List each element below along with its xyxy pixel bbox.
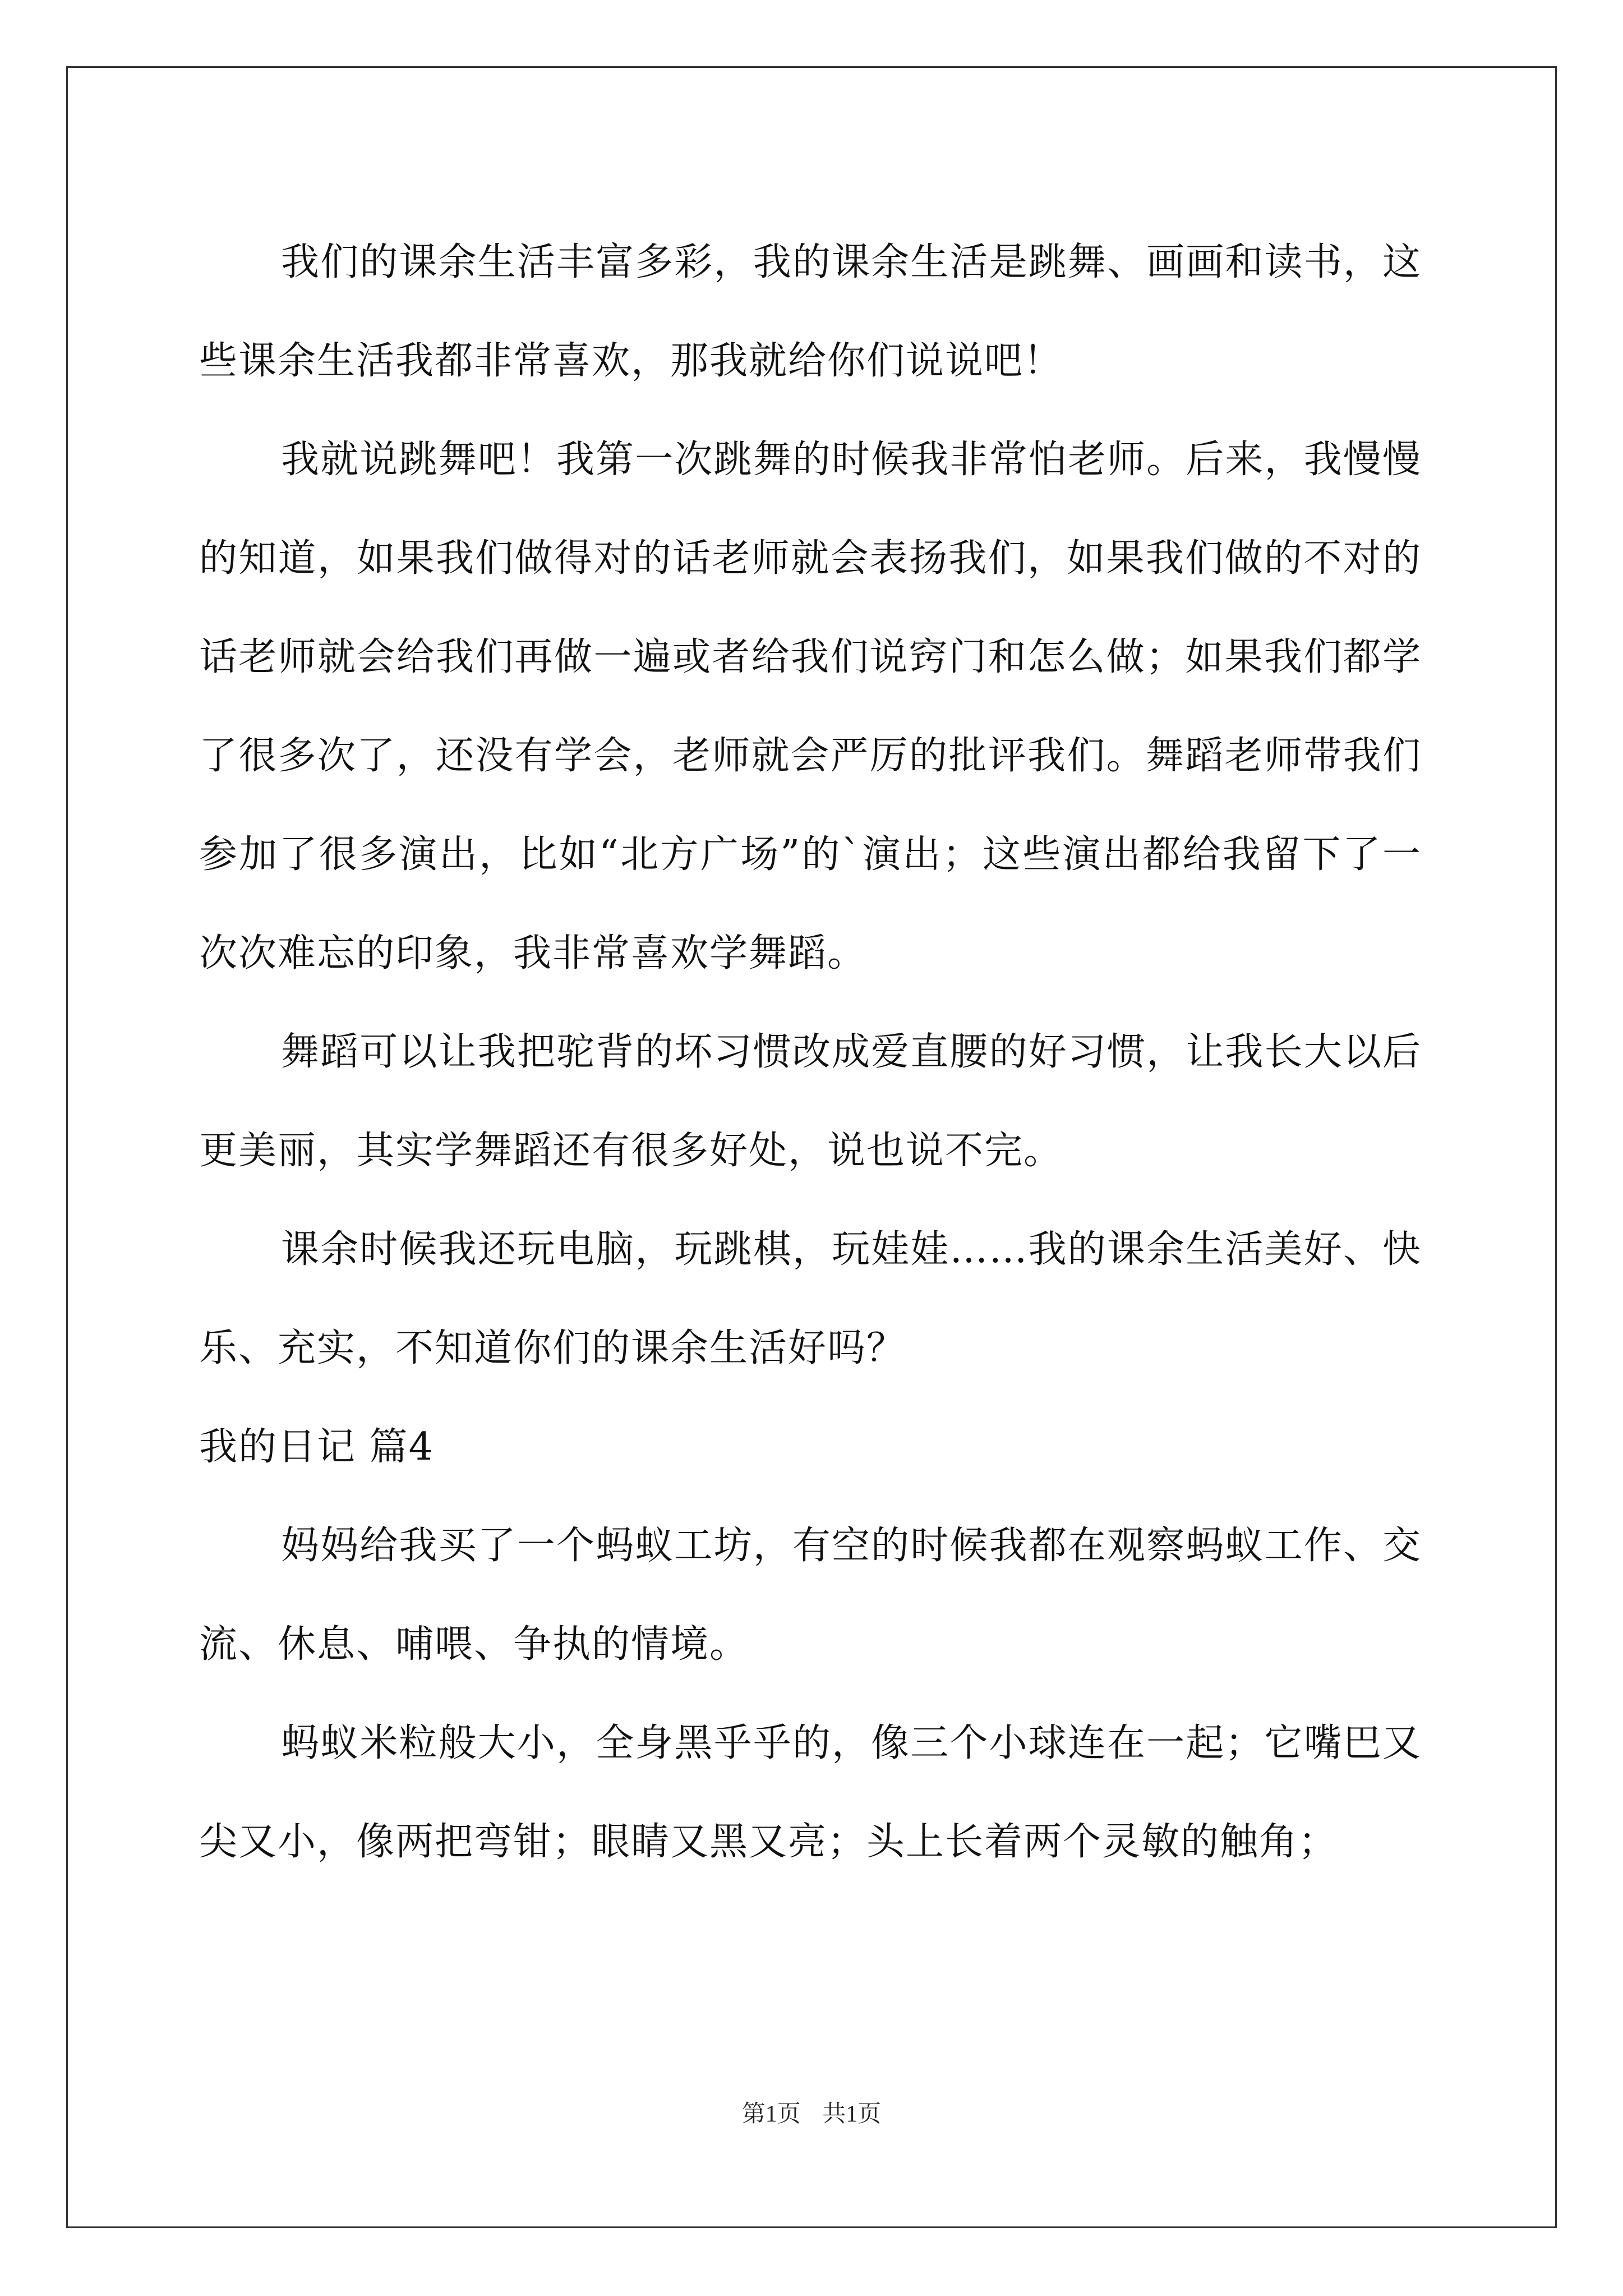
paragraph: 我们的课余生活丰富多彩，我的课余生活是跳舞、画画和读书，这些课余生活我都非常喜欢，那我就给你们说说吧！ — [199, 240, 1422, 383]
paragraph: 舞蹈可以让我把驼背的坏习惯改成爱直腰的好习惯，让我长大以后更美丽，其实学舞蹈还有很多好处，说也说不完。 — [199, 1030, 1422, 1173]
section-heading: 我的日记 篇4 — [199, 1425, 434, 1469]
paragraph: 课余时候我还玩电脑，玩跳棋，玩娃娃……我的课余生活美好、快乐、充实，不知道你们的课余生活好吗？ — [199, 1227, 1422, 1370]
paragraph: 蚂蚁米粒般大小，全身黑乎乎的，像三个小球连在一起；它嘴巴又尖又小，像两把弯钳；眼睛又黑又亮；头上长着两个灵敏的触角； — [199, 1721, 1422, 1864]
page-number: 第1页 — [741, 2101, 801, 2127]
paragraph: 我就说跳舞吧！我第一次跳舞的时候我非常怕老师。后来，我慢慢的知道，如果我们做得对的话老师就会表扬我们，如果我们做的不对的话老师就会给我们再做一遍或者给我们说窍门和怎么做；如果我们都学了很多次了，还没有学会，老师就会严厉的批评我们。舞蹈老师带我们参加了很多演出，比如“北方广场”的`演出；这些演出都给我留下了一次次难忘的印象，我非常喜欢学舞蹈。 — [199, 438, 1422, 976]
document-body — [199, 213, 1422, 1892]
paragraph: 妈妈给我买了一个蚂蚁工坊，有空的时候我都在观察蚂蚁工作、交流、休息、哺喂、争执的情境。 — [199, 1524, 1422, 1667]
page-footer — [0, 2095, 1623, 2129]
page-total: 共1页 — [822, 2101, 882, 2127]
